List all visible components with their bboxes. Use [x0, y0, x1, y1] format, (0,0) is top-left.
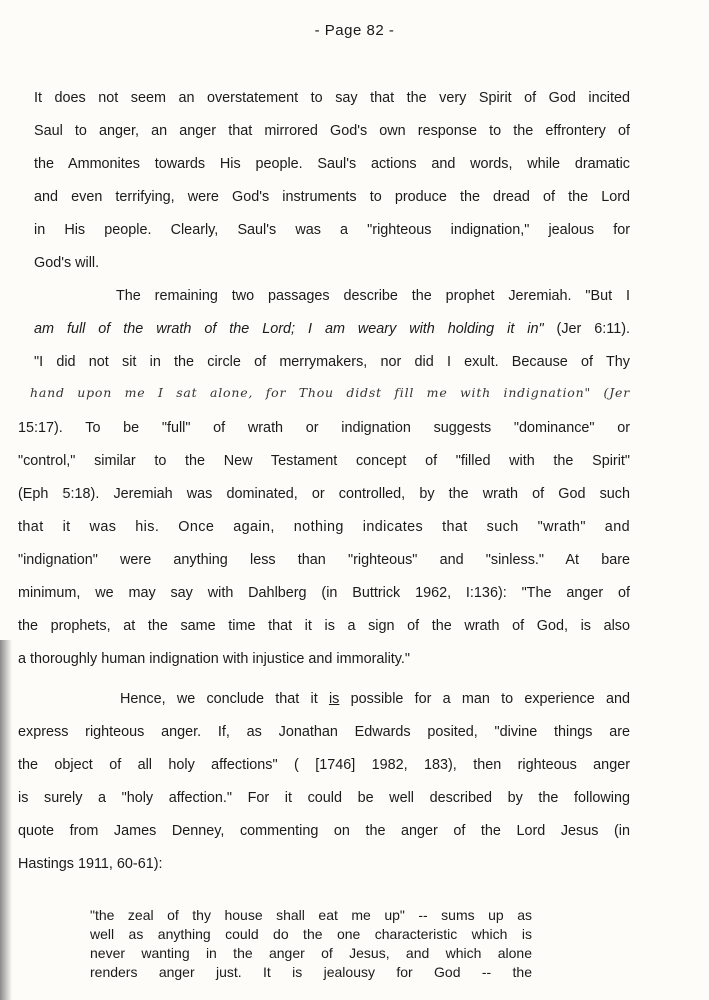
emphasis-underline: is [328, 691, 340, 707]
paragraph-line: and even terrifying, were God's instruments to produce the dread of the Lord [34, 189, 630, 205]
paragraph-line [34, 319, 630, 339]
paragraph-line: the prophets, at the same time that it is a sign of the wrath of God, is also [18, 618, 630, 634]
paragraph-line: minimum, we may say with Dahlberg (in Buttrick 1962, I:136): "The anger of [18, 585, 630, 601]
paragraph-line: Hence, we conclude that it is possible for a man to experience and [120, 691, 630, 707]
paragraph-line: God's will. [34, 255, 100, 271]
paragraph-line: "indignation" were anything less than "righteous" and "sinless." At bare [18, 552, 630, 568]
paragraph-line: Hastings 1911, 60-61): [18, 856, 163, 872]
block-quote-line: well as anything could do the one characteristic which is [90, 926, 532, 942]
paragraph-line: that it was his. Once again, nothing indicates that such "wrath" and [18, 519, 630, 535]
paragraph-line: express righteous anger. If, as Jonathan Edwards posited, "divine things are [18, 724, 630, 740]
block-quote-line: renders anger just. It is jealousy for God -- the [90, 964, 532, 980]
page-edge-shadow [0, 640, 12, 1000]
paragraph-line: It does not seem an overstatement to say that the very Spirit of God incited [34, 90, 630, 106]
cursive-scripture-line: hand upon me I sat alone, for Thou didst fill me with indignation" (Jer [30, 385, 630, 400]
block-quote-line: never wanting in the anger of Jesus, and which alone [90, 945, 532, 961]
page-number: - Page 82 - [314, 22, 395, 39]
paragraph-line: the Ammonites towards His people. Saul's actions and words, while dramatic [34, 156, 630, 172]
paragraph-line: in His people. Clearly, Saul's was a "righteous indignation," jealous for [34, 222, 630, 238]
paragraph-line: "I did not sit in the circle of merrymakers, nor did I exult. Because of Thy [34, 354, 630, 370]
paragraph-line: The remaining two passages describe the prophet Jeremiah. "But I [116, 288, 630, 304]
citation: (Jer 6:11). [543, 321, 630, 337]
block-quote-line: "the zeal of thy house shall eat me up" -- sums up as [90, 907, 532, 923]
paragraph-line: Saul to anger, an anger that mirrored God's own response to the effrontery of [34, 123, 630, 139]
scripture-quote: am full of the wrath of the Lord; I am weary with holding it in" [34, 321, 544, 337]
paragraph-line: 15:17). To be "full" of wrath or indignation suggests "dominance" or [18, 420, 630, 436]
paragraph-line: "control," similar to the New Testament concept of "filled with the Spirit" [18, 453, 630, 469]
paragraph-line: a thoroughly human indignation with injustice and immorality." [18, 651, 410, 667]
paragraph-line: (Eph 5:18). Jeremiah was dominated, or controlled, by the wrath of God such [18, 486, 630, 502]
paragraph-line: is surely a "holy affection." For it could be well described by the following [18, 790, 630, 806]
paragraph-line: quote from James Denney, commenting on the anger of the Lord Jesus (in [18, 823, 630, 839]
paragraph-line: the object of all holy affections" ( [1746] 1982, 183), then righteous anger [18, 757, 630, 773]
